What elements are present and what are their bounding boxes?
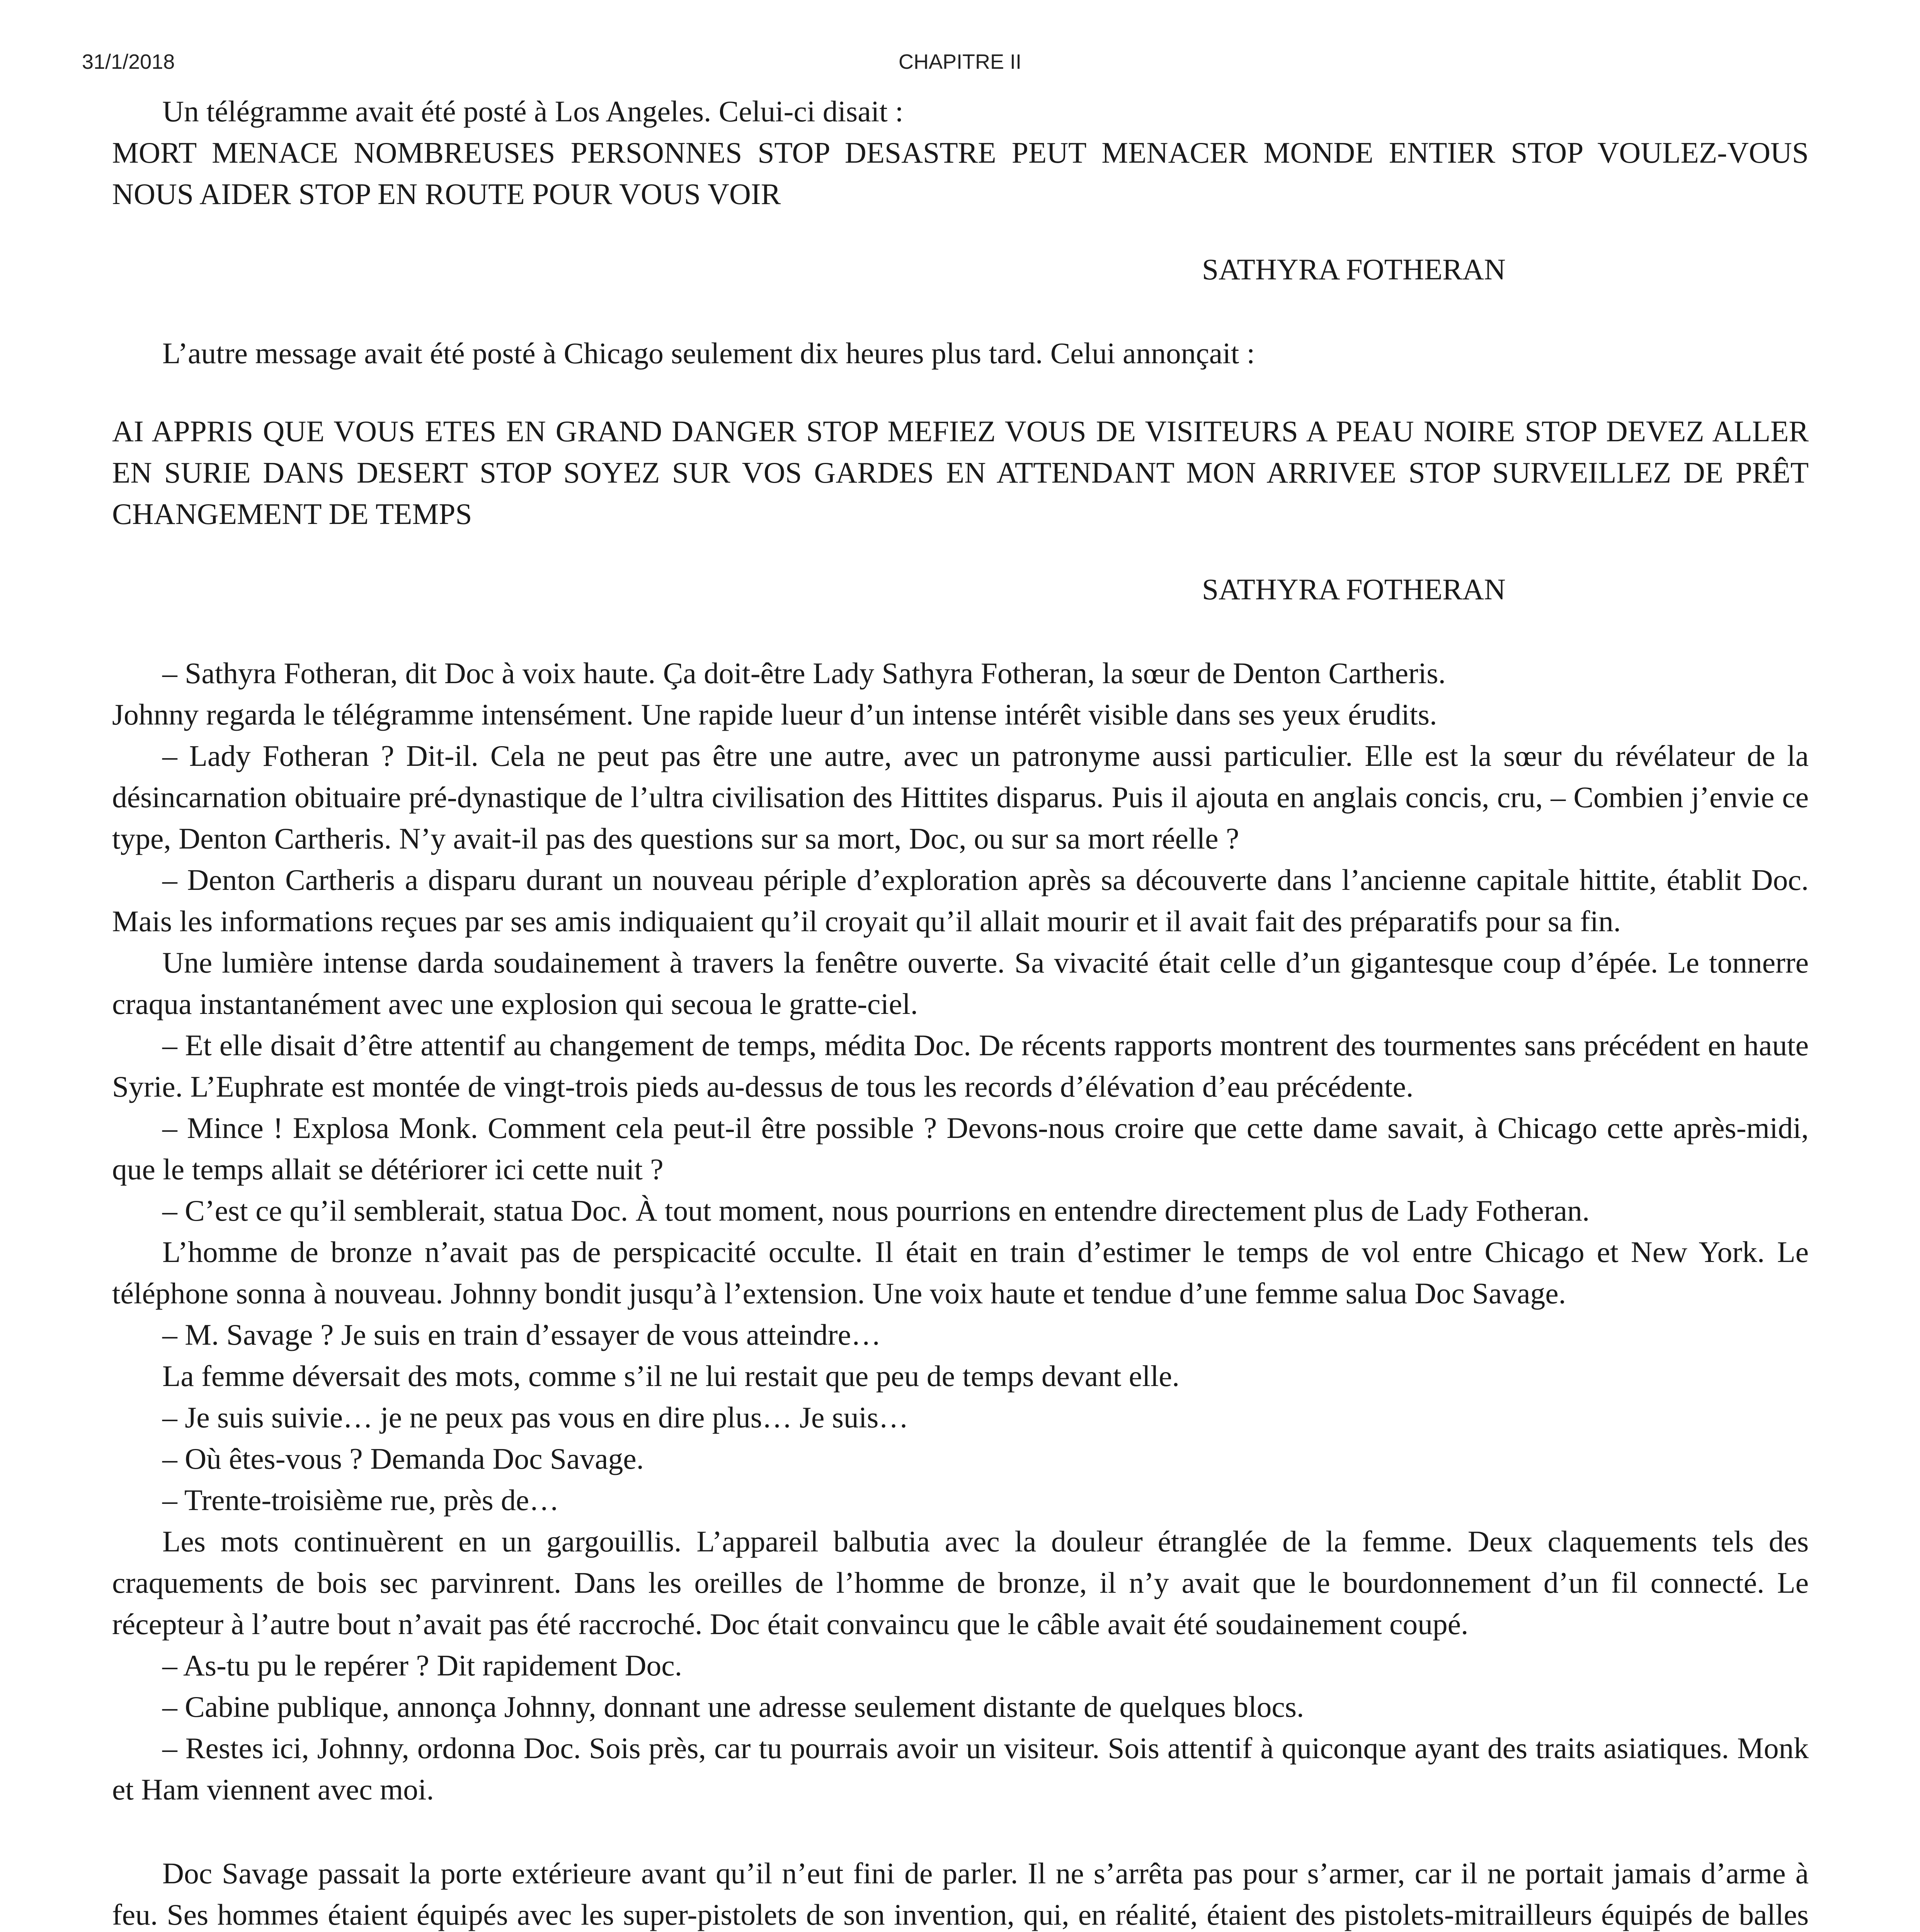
paragraph: L’homme de bronze n’avait pas de perspicacité occulte. Il était en train d’estimer le temps de vol entre Chicago et New York. Le téléphone sonna à nouveau. Johnny bondit jusqu’à l’extension. Une voix haute et tendue d’une femme salua Doc Savage. [112, 1235, 1809, 1310]
paragraph: – Je suis suivie… je ne peux pas vous en dire plus… Je suis… [162, 1401, 909, 1434]
paragraph: Un télégramme avait été posté à Los Angeles. Celui-ci disait : [162, 95, 904, 128]
paragraph: – Lady Fotheran ? Dit-il. Cela ne peut pas être une autre, avec un patronyme aussi particulier. Elle est la sœur du révélateur de la désincarnation obituaire pré-dynastique de l’ultra civilisation des Hittites disparus. Puis il ajouta en anglais concis, cru, – Combien j’envie ce type, Denton Cartheris. N’y avait-il pas des questions sur sa mort, Doc, ou sur sa mort réelle ? [112, 739, 1809, 855]
paragraph: Doc Savage passait la porte extérieure avant qu’il n’eut fini de parler. Il ne s’arrêta pas pour s’armer, car il ne portait jamais d’arme à feu. Ses hommes étaient équipés avec les super-pistolets de son invention, qui, en réalité, étaient des pistolets-mitrailleurs équipés de balles [112, 1857, 1809, 1931]
paragraph: L’autre message avait été posté à Chicago seulement dix heures plus tard. Celui annonçait : [162, 337, 1255, 370]
spacer [112, 535, 1809, 569]
paragraph: – Trente-troisième rue, près de… [162, 1483, 559, 1517]
paragraph: – As-tu pu le repérer ? Dit rapidement Doc. [162, 1649, 683, 1682]
spacer [112, 374, 1809, 411]
paragraph: – C’est ce qu’il semblerait, statua Doc. À tout moment, nous pourrions en entendre directement plus de Lady Fotheran. [162, 1194, 1590, 1227]
spacer [112, 1810, 1809, 1853]
telegram-text: MORT MENACE NOMBREUSES PERSONNES STOP DESASTRE PEUT MENACER MONDE ENTIER STOP VOULEZ-VOUS NOUS AIDER STOP EN ROUTE POUR VOUS VOIR [112, 136, 1809, 211]
paragraph: Une lumière intense darda soudainement à travers la fenêtre ouverte. Sa vivacité était celle d’un gigantesque coup d’épée. Le tonnerre craqua instantanément avec une explosion qui secoua le gratte-ciel. [112, 946, 1809, 1020]
paragraph: Les mots continuèrent en un gargouillis. L’appareil balbutia avec la douleur étranglée de la femme. Deux claquements tels des craquements de bois sec parvinrent. Dans les oreilles de l’homme de bronze, il n’y avait que le bourdonnement d’un fil connecté. Le récepteur à l’autre bout n’avait pas été raccroché. Doc était convaincu que le câble avait été soudainement coupé. [112, 1525, 1809, 1641]
paragraph: La femme déversait des mots, comme s’il ne lui restait que peu de temps devant elle. [162, 1359, 1180, 1393]
spacer [112, 290, 1809, 333]
paragraph: – Où êtes-vous ? Demanda Doc Savage. [162, 1442, 644, 1475]
telegram-signature: SATHYRA FOTHERAN [1202, 573, 1506, 606]
paragraph: – Denton Cartheris a disparu durant un nouveau périple d’exploration après sa découverte dans l’ancienne capitale hittite, établit Doc. Mais les informations reçues par ses amis indiquaient qu’il croyait qu’il allait mourir et il avait fait des préparatifs pour sa fin. [112, 863, 1809, 938]
telegram-text: AI APPRIS QUE VOUS ETES EN GRAND DANGER STOP MEFIEZ VOUS DE VISITEURS A PEAU NOIRE STOP DEVEZ ALLER EN SURIE DANS DESERT STOP SOYEZ SUR VOS GARDES EN ATTENDANT MON ARRIVEE STOP SURVEILLEZ DE PRÊT CHANGEMENT DE TEMPS [112, 415, 1809, 531]
spacer [112, 610, 1809, 653]
spacer [112, 215, 1809, 249]
header-chapter-title: CHAPITRE II [898, 50, 1022, 73]
paragraph: – M. Savage ? Je suis en train d’essayer de vous atteindre… [162, 1318, 881, 1351]
paragraph: – Sathyra Fotheran, dit Doc à voix haute. Ça doit-être Lady Sathyra Fotheran, la sœur de Denton Cartheris. [162, 656, 1446, 690]
document-body [112, 91, 1809, 1932]
paragraph: – Mince ! Explosa Monk. Comment cela peut-il être possible ? Devons-nous croire que cette dame savait, à Chicago cette après-midi, que le temps allait se détériorer ici cette nuit ? [112, 1111, 1809, 1186]
header-date: 31/1/2018 [82, 50, 175, 73]
paragraph: – Et elle disait d’être attentif au changement de temps, médita Doc. De récents rapports montrent des tourmentes sans précédent en haute Syrie. L’Euphrate est montée de vingt-trois pieds au-dessus de tous les records d’élévation d’eau précédente. [112, 1029, 1809, 1103]
paragraph: – Restes ici, Johnny, ordonna Doc. Sois près, car tu pourrais avoir un visiteur. Sois attentif à quiconque ayant des traits asiatiques. Monk et Ham viennent avec moi. [112, 1731, 1809, 1806]
telegram-signature: SATHYRA FOTHERAN [1202, 253, 1506, 286]
paragraph: – Cabine publique, annonça Johnny, donnant une adresse seulement distante de quelques blocs. [162, 1690, 1304, 1723]
paragraph: Johnny regarda le télégramme intensément. Une rapide lueur d’un intense intérêt visible dans ses yeux érudits. [112, 698, 1437, 731]
